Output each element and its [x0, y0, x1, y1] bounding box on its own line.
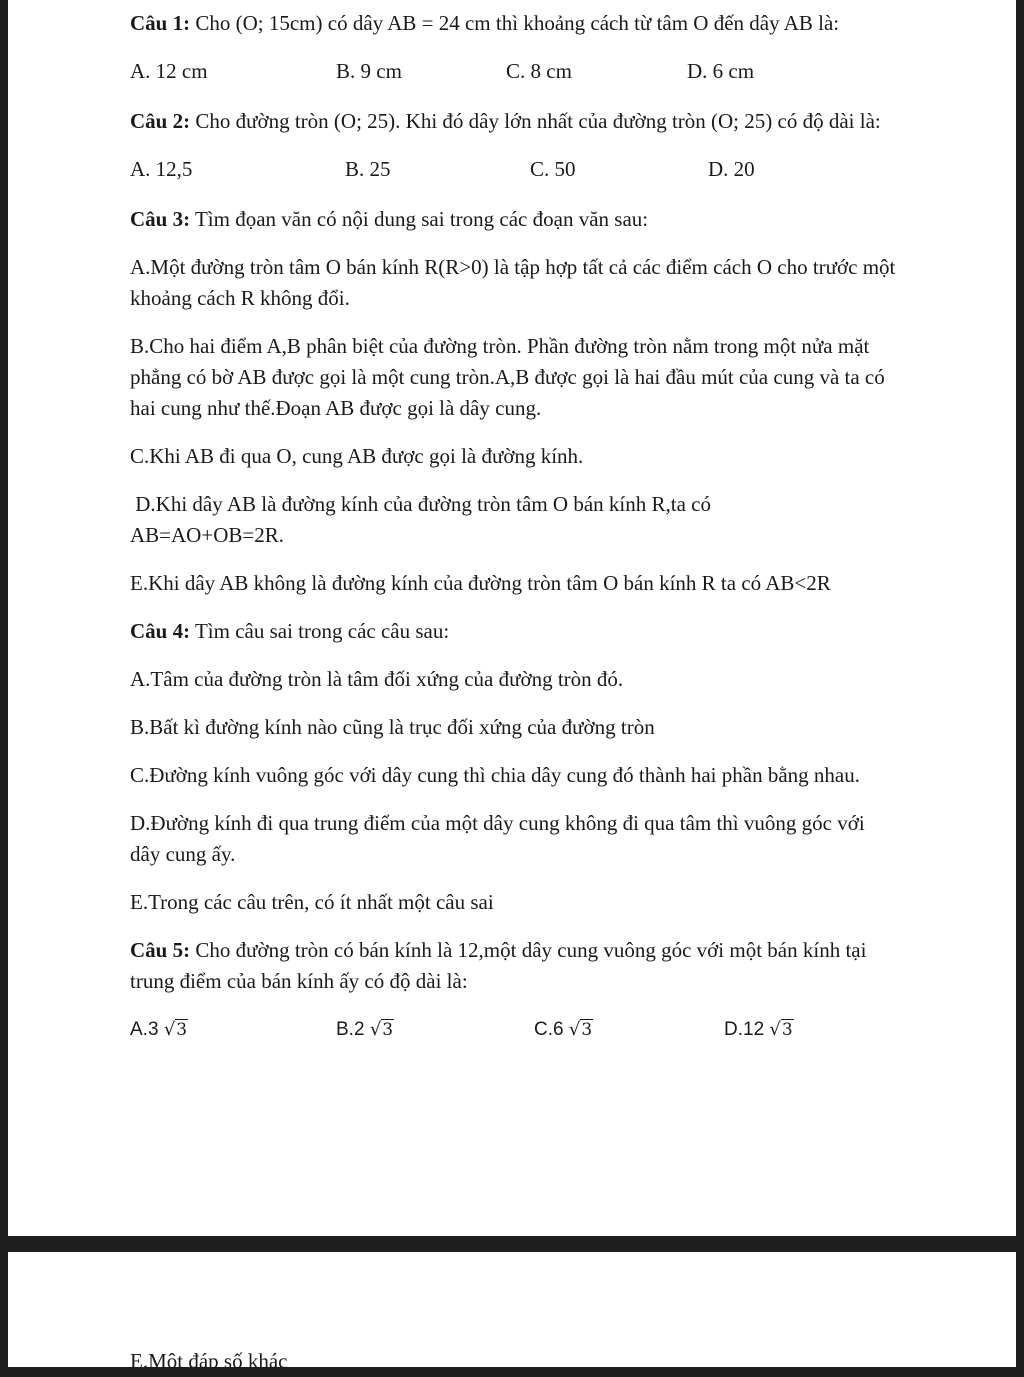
question-2-text: Cho đường tròn (O; 25). Khi đó dây lớn nhất của đường tròn (O; 25) có độ dài là: [190, 109, 881, 133]
q1-option-c: C. 8 cm [506, 59, 572, 83]
q3-paragraph-a: A.Một đường tròn tâm O bán kính R(R>0) là tập hợp tất cả các điểm cách O cho trước một khoảng cách R không đổi. [130, 255, 896, 310]
question-3-label: Câu 3: [130, 207, 191, 231]
q5-option-a-letter: A. [130, 1019, 148, 1040]
q3-paragraph-c: C.Khi AB đi qua O, cung AB được gọi là đường kính. [130, 444, 584, 468]
question-1-options [130, 56, 900, 87]
q5-option-a-radicand: 3 [176, 1020, 188, 1040]
q4-paragraph-b: B.Bất kì đường kính nào cũng là trục đối xứng của đường tròn [130, 715, 655, 739]
q2-option-a: A. 12,5 [130, 157, 193, 181]
question-4-label: Câu 4: [130, 619, 191, 643]
q2-option-c: C. 50 [530, 157, 576, 181]
q5-option-d [724, 1014, 794, 1046]
q2-option-b: B. 25 [345, 157, 391, 181]
q3-paragraph-b: B.Cho hai điểm A,B phân biệt của đường tròn. Phần đường tròn nằm trong một nửa mặt phẳng có bờ AB được gọi là một cung tròn.A,B được gọi là hai đầu mút của cung và ta có hai cung như thế.Đoạn AB được gọi là dây cung. [130, 334, 885, 420]
q5-option-c-radicand: 3 [581, 1020, 593, 1040]
page-2-option-e: E.Một đáp số khác [130, 1349, 288, 1373]
q1-option-d: D. 6 cm [687, 59, 755, 83]
q5-option-d-radicand: 3 [781, 1020, 793, 1040]
question-1-text: Cho (O; 15cm) có dây AB = 24 cm thì khoảng cách từ tâm O đến dây AB là: [190, 11, 840, 35]
question-4-text: Tìm câu sai trong các câu sau: [190, 619, 450, 643]
q5-option-c-coef: 6 [553, 1019, 564, 1040]
q5-option-a-coef: 3 [147, 1019, 159, 1040]
q4-paragraph-e: E.Trong các câu trên, có ít nhất một câu sai [130, 890, 494, 914]
sqrt-symbol [569, 1014, 593, 1046]
q4-paragraph-d: D.Đường kính đi qua trung điểm của một dây cung không đi qua tâm thì vuông góc với dây cung ấy. [130, 811, 865, 866]
question-4 [130, 616, 900, 647]
document-page-1 [8, 0, 1016, 1236]
q5-option-a [130, 1014, 188, 1046]
document-page-2 [8, 1252, 1016, 1373]
sqrt-symbol [370, 1014, 394, 1046]
q2-option-d: D. 20 [708, 157, 755, 181]
question-3-text: Tìm đọan văn có nội dung sai trong các đoạn văn sau: [190, 207, 649, 231]
q5-option-c-letter: C. [534, 1019, 553, 1040]
q5-option-b-coef: 2 [353, 1019, 365, 1040]
question-2-label: Câu 2: [130, 109, 191, 133]
question-5-text: Cho đường tròn có bán kính là 12,một dây cung vuông góc với một bán kính tại trung điểm của bán kính ấy có độ dài là: [130, 938, 867, 993]
q4-paragraph-c: C.Đường kính vuông góc với dây cung thì chia dây cung đó thành hai phần bằng nhau. [130, 763, 860, 787]
q4-paragraph-a: A.Tâm của đường tròn là tâm đối xứng của đường tròn đó. [130, 667, 624, 691]
question-3 [130, 204, 900, 235]
question-5 [130, 935, 900, 997]
q5-option-b [336, 1014, 394, 1046]
question-5-label: Câu 5: [130, 938, 191, 962]
sqrt-symbol [769, 1014, 793, 1046]
question-1-label: Câu 1: [130, 11, 191, 35]
q5-option-b-radicand: 3 [382, 1020, 394, 1040]
q3-paragraph-d: D.Khi dây AB là đường kính của đường tròn tâm O bán kính R,ta có AB=AO+OB=2R. [130, 492, 716, 547]
q5-option-d-letter: D. [724, 1019, 743, 1040]
radical-sign: √ [568, 1019, 581, 1040]
q5-option-b-letter: B. [336, 1019, 354, 1040]
sqrt-symbol [164, 1014, 188, 1046]
radical-sign: √ [163, 1019, 176, 1040]
question-5-options [130, 1014, 900, 1045]
question-1 [130, 8, 900, 39]
worksheet-content [130, 8, 900, 1045]
question-2 [130, 106, 900, 137]
question-2-options [130, 154, 900, 185]
radical-sign: √ [369, 1019, 382, 1040]
q1-option-a: A. 12 cm [130, 59, 208, 83]
q1-option-b: B. 9 cm [336, 59, 402, 83]
q5-option-d-coef: 12 [743, 1019, 765, 1040]
q5-option-c [534, 1014, 593, 1046]
radical-sign: √ [769, 1019, 781, 1040]
q3-paragraph-e: E.Khi dây AB không là đường kính của đường tròn tâm O bán kính R ta có AB<2R [130, 571, 831, 595]
